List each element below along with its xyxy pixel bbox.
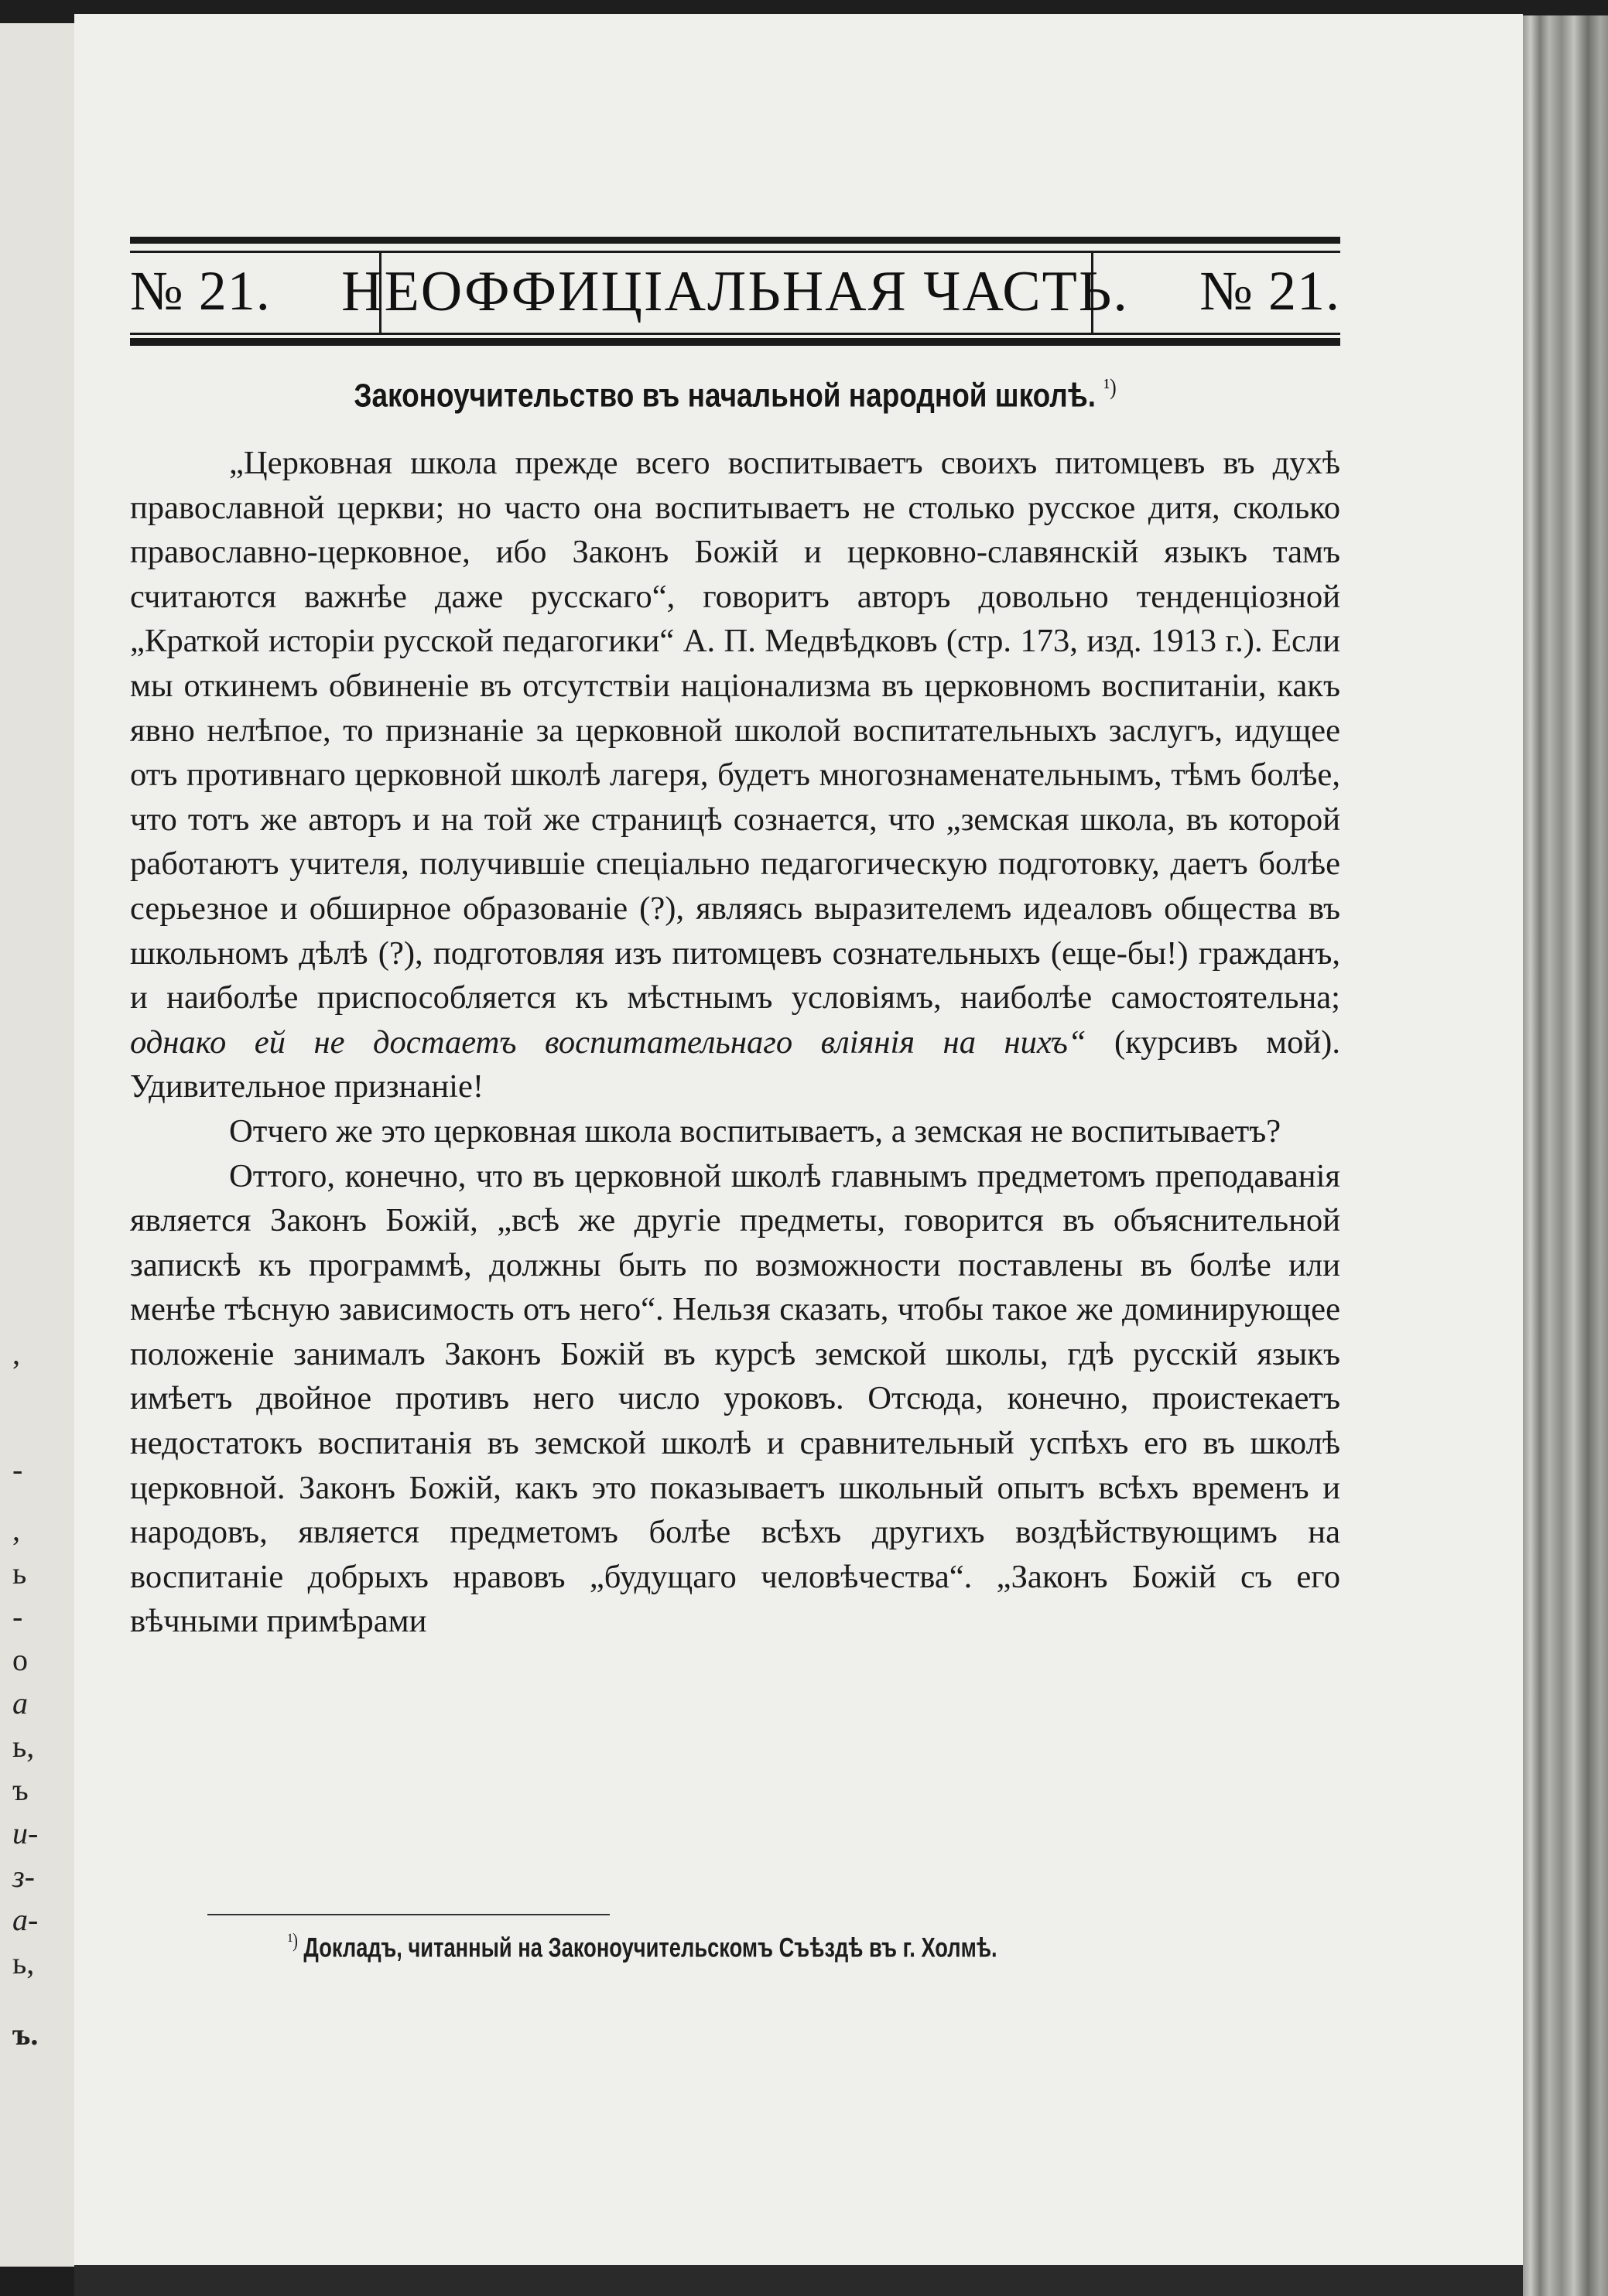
article-title-text: Законоучительство въ начальной народной школѣ. bbox=[354, 377, 1097, 415]
footnote-mark: ¹) bbox=[288, 1929, 298, 1952]
prev-page-fragment: , bbox=[12, 1512, 20, 1547]
prev-page-fragment: ъ bbox=[12, 1772, 29, 1807]
header-rule-top-thick bbox=[130, 237, 1340, 244]
prev-page-fragment: - bbox=[12, 1599, 23, 1634]
book-edge bbox=[1523, 15, 1608, 2296]
paragraph: Оттого, конечно, что въ церковной школѣ главнымъ предметомъ преподаванія является Законъ Божій, „всѣ же другіе предметы, говорится въ объяснительной запискѣ къ программѣ, должны быть по возможности поставлены въ болѣе или менѣе тѣсную зависимость отъ него“. Нельзя сказать, чтобы такое же доминирующее положеніе занималъ Законъ Божій въ курсѣ земской школы, гдѣ русскій языкъ имѣетъ двойное противъ него число уроковъ. Отсюда, конечно, проистекаетъ недостатокъ воспитанія въ земской школѣ и сравнительный успѣхъ его въ школѣ церковной. Законъ Божій, какъ это показываетъ школьный опытъ всѣхъ временъ и народовъ, является предметомъ болѣе всѣхъ другихъ воздѣйствующимъ на воспитаніе добрыхъ нравовъ „будущаго человѣчества“. „Законъ Божій съ его вѣчными примѣрами bbox=[130, 1157, 1340, 1640]
prev-page-fragment: ъ. bbox=[12, 2017, 39, 2052]
header-rule-bottom-thin bbox=[130, 333, 1340, 335]
prev-page-fragment: а bbox=[12, 1686, 28, 1720]
prev-page-fragment: ь bbox=[12, 1556, 27, 1590]
article-title bbox=[214, 374, 1255, 415]
issue-number-right: № 21. bbox=[1199, 260, 1340, 322]
prev-page-fragment: и- bbox=[12, 1816, 39, 1850]
footnote-text: Докладъ, читанный на Законоучительскомъ Съѣздѣ въ г. Холмѣ. bbox=[303, 1932, 997, 1963]
footnote-rule bbox=[207, 1914, 610, 1915]
prev-page-fragment: ь, bbox=[12, 1729, 35, 1764]
article-body bbox=[130, 441, 1340, 1644]
header-rule-top-thin bbox=[130, 251, 1340, 253]
section-title: НЕОФФИЦІАЛЬНАЯ ЧАСТЬ. bbox=[341, 260, 1129, 323]
footnote bbox=[288, 1931, 1073, 1962]
italic-quote: однако ей не достаетъ воспитательнаго вліянія на нихъ“ bbox=[130, 1023, 1086, 1061]
paragraph bbox=[130, 441, 1340, 1109]
prev-page-fragment: , bbox=[12, 1336, 20, 1371]
paragraph-text: „Церковная школа прежде всего воспитываетъ своихъ питомцевъ въ духѣ православной церкви; но часто она воспитываетъ не столько русское дитя, сколько православно-церковное, ибо Законъ Божій и церковно-славянскій языкъ тамъ считаются важнѣе даже русскаго“, говоритъ авторъ довольно тенденціозной „Краткой исторіи русской педагогики“ А. П. Медвѣдковъ (стр. 173, изд. 1913 г.). Если мы откинемъ обвиненіе въ отсутствіи націонализма въ церковномъ воспитаніи, какъ явно нелѣпое, то признаніе за церковной школой воспитательныхъ заслугъ, идущее отъ противнаго церковной школѣ лагеря, будетъ многознаменательнымъ, тѣмъ болѣе, что тотъ же авторъ и на той же страницѣ сознается, что „земская школа, въ которой работаютъ учителя, получившіе спеціально педагогическую подготовку, даетъ болѣе серьезное и обширное образованіе (?), являясь выразителемъ идеаловъ общества въ школьномъ дѣлѣ (?), подготовляя изъ питомцевъ сознательныхъ (еще-бы!) гражданъ, и наиболѣе приспособляется къ мѣстнымъ условіямъ, наиболѣе самостоятельна; bbox=[130, 445, 1340, 1016]
prev-page-fragment: а- bbox=[12, 1902, 39, 1937]
previous-page-fragment bbox=[0, 23, 77, 2267]
section-header bbox=[130, 237, 1340, 347]
footnote-reference: ¹) bbox=[1103, 374, 1117, 400]
issue-number-left: № 21. bbox=[130, 260, 271, 322]
paragraph-text: (курсивъ мой). Удивительное признаніе! bbox=[130, 1023, 1341, 1105]
paragraph: Отчего же это церковная школа воспитываетъ, а земская не воспитываетъ? bbox=[229, 1112, 1281, 1150]
prev-page-fragment: - bbox=[12, 1452, 23, 1487]
prev-page-fragment: з- bbox=[12, 1859, 35, 1894]
header-rule-bottom-thick bbox=[130, 338, 1340, 346]
scan-bottom-edge bbox=[74, 2265, 1523, 2296]
prev-page-fragment: о bbox=[12, 1642, 28, 1677]
prev-page-fragment: ь, bbox=[12, 1946, 35, 1980]
